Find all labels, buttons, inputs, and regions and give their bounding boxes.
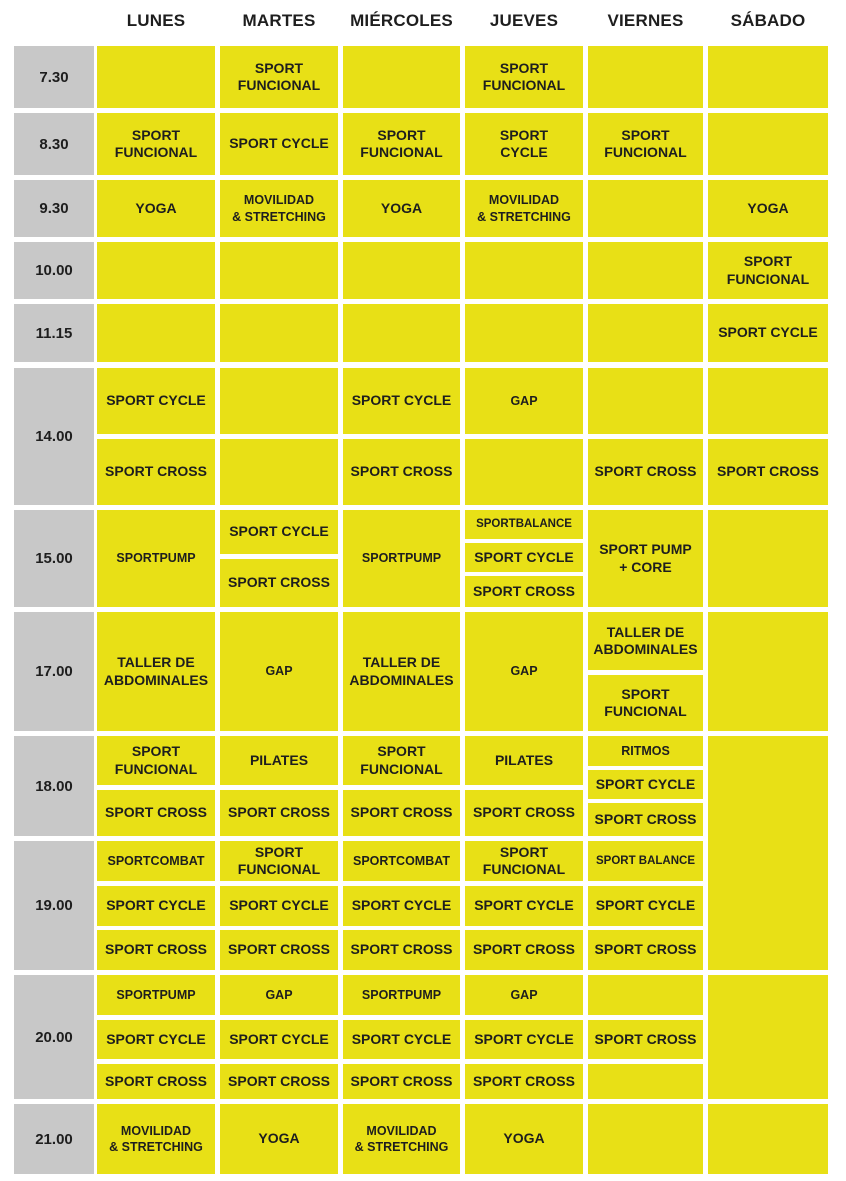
class-gap: GAP (220, 975, 338, 1015)
time-slot-label: 19.00 (14, 841, 94, 970)
class-sport-cycle: SPORT CYCLE (343, 368, 460, 434)
class-sport-funcional: SPORT FUNCIONAL (588, 675, 703, 731)
empty-slot (343, 304, 460, 362)
class-yoga: YOGA (465, 1104, 583, 1174)
time-slot-label: 8.30 (14, 113, 94, 175)
day-header-sabado: SÁBADO (730, 11, 806, 30)
day-header-martes: MARTES (242, 11, 316, 30)
class-yoga: YOGA (220, 1104, 338, 1174)
empty-slot (97, 242, 215, 299)
class-sport-funcional: SPORT FUNCIONAL (708, 242, 828, 299)
empty-slot (588, 304, 703, 362)
empty-slot (465, 439, 583, 505)
empty-slot (465, 242, 583, 299)
class-sport-cross: SPORT CROSS (220, 559, 338, 607)
class-gap: GAP (465, 368, 583, 434)
class-sport-cross: SPORT CROSS (97, 790, 215, 836)
class-sportpump: SPORTPUMP (97, 975, 215, 1015)
class-sport-funcional: SPORT FUNCIONAL (465, 841, 583, 881)
empty-slot (588, 975, 703, 1015)
class-sport-funcional: SPORT FUNCIONAL (220, 46, 338, 108)
empty-slot (708, 975, 828, 1099)
class-yoga: YOGA (343, 180, 460, 237)
class-sport-cross: SPORT CROSS (708, 439, 828, 505)
class-sport-cross: SPORT CROSS (97, 439, 215, 505)
class-sport-cross: SPORT CROSS (588, 930, 703, 970)
class-sport-cross: SPORT CROSS (465, 1064, 583, 1099)
time-slot-label: 11.15 (14, 304, 94, 362)
empty-slot (708, 1104, 828, 1174)
class-gap: GAP (220, 612, 338, 731)
class-taller-de-abdominales: TALLER DE ABDOMINALES (97, 612, 215, 731)
time-slot-label: 14.00 (14, 368, 94, 505)
empty-slot (97, 304, 215, 362)
empty-slot (220, 368, 338, 434)
class-sportcombat: SPORTCOMBAT (343, 841, 460, 881)
class-yoga: YOGA (708, 180, 828, 237)
time-slot-label: 9.30 (14, 180, 94, 237)
empty-slot (708, 368, 828, 434)
time-slot-label: 15.00 (14, 510, 94, 607)
class-sport-cross: SPORT CROSS (97, 1064, 215, 1099)
empty-slot (343, 242, 460, 299)
class-movilidad-stretching: MOVILIDAD & STRETCHING (220, 180, 338, 237)
class-sport-cross: SPORT CROSS (220, 1064, 338, 1099)
class-sport-funcional: SPORT FUNCIONAL (343, 113, 460, 175)
empty-slot (588, 368, 703, 434)
class-sport-cross: SPORT CROSS (588, 803, 703, 836)
empty-slot (588, 180, 703, 237)
class-sport-cycle: SPORT CYCLE (220, 510, 338, 554)
empty-slot (465, 304, 583, 362)
class-movilidad-stretching: MOVILIDAD & STRETCHING (97, 1104, 215, 1174)
class-sport-cycle: SPORT CYCLE (343, 886, 460, 926)
time-slot-label: 10.00 (14, 242, 94, 299)
class-sport-cross: SPORT CROSS (343, 930, 460, 970)
class-taller-de-abdominales: TALLER DE ABDOMINALES (588, 612, 703, 670)
class-sportcombat: SPORTCOMBAT (97, 841, 215, 881)
class-sport-cycle: SPORT CYCLE (465, 113, 583, 175)
class-sport-cycle: SPORT CYCLE (588, 886, 703, 926)
time-slot-label: 7.30 (14, 46, 94, 108)
day-header-miercoles: MIÉRCOLES (350, 11, 453, 30)
class-sport-cycle: SPORT CYCLE (97, 886, 215, 926)
class-sport-cross: SPORT CROSS (588, 1020, 703, 1059)
empty-slot (708, 612, 828, 731)
class-sport-cycle: SPORT CYCLE (465, 543, 583, 572)
class-sport-funcional: SPORT FUNCIONAL (465, 46, 583, 108)
empty-slot (588, 46, 703, 108)
empty-slot (588, 242, 703, 299)
empty-slot (708, 46, 828, 108)
class-sport-cycle: SPORT CYCLE (97, 368, 215, 434)
time-slot-label: 18.00 (14, 736, 94, 836)
class-gap: GAP (465, 612, 583, 731)
time-slot-label: 21.00 (14, 1104, 94, 1174)
class-gap: GAP (465, 975, 583, 1015)
class-sport-cross: SPORT CROSS (97, 930, 215, 970)
class-sportpump: SPORTPUMP (343, 510, 460, 607)
day-header-lunes: LUNES (126, 11, 186, 30)
empty-slot (708, 113, 828, 175)
class-sport-cross: SPORT CROSS (343, 439, 460, 505)
day-header-jueves: JUEVES (489, 11, 559, 30)
empty-slot (97, 46, 215, 108)
class-sport-cross: SPORT CROSS (220, 930, 338, 970)
class-taller-de-abdominales: TALLER DE ABDOMINALES (343, 612, 460, 731)
class-movilidad-stretching: MOVILIDAD & STRETCHING (343, 1104, 460, 1174)
class-sport-cycle: SPORT CYCLE (465, 1020, 583, 1059)
class-sport-cycle: SPORT CYCLE (220, 113, 338, 175)
day-header-viernes: VIERNES (607, 11, 684, 30)
class-sport-cross: SPORT CROSS (465, 790, 583, 836)
empty-slot (708, 510, 828, 607)
class-pilates: PILATES (465, 736, 583, 785)
class-sport-funcional: SPORT FUNCIONAL (220, 841, 338, 881)
empty-slot (708, 736, 828, 970)
class-sport-cycle: SPORT CYCLE (220, 886, 338, 926)
class-sport-funcional: SPORT FUNCIONAL (343, 736, 460, 785)
class-sport-cycle: SPORT CYCLE (708, 304, 828, 362)
class-sport-cross: SPORT CROSS (588, 439, 703, 505)
class-sport-cycle: SPORT CYCLE (588, 770, 703, 799)
class-sport-funcional: SPORT FUNCIONAL (588, 113, 703, 175)
class-ritmos: RITMOS (588, 736, 703, 766)
empty-slot (343, 46, 460, 108)
class-sport-cycle: SPORT CYCLE (220, 1020, 338, 1059)
class-sport-cross: SPORT CROSS (343, 1064, 460, 1099)
class-sportbalance: SPORTBALANCE (465, 510, 583, 539)
class-sport-funcional: SPORT FUNCIONAL (97, 736, 215, 785)
class-sport-cross: SPORT CROSS (465, 576, 583, 607)
empty-slot (588, 1104, 703, 1174)
class-sport-cycle: SPORT CYCLE (465, 886, 583, 926)
empty-slot (220, 304, 338, 362)
empty-slot (220, 439, 338, 505)
class-sportpump: SPORTPUMP (343, 975, 460, 1015)
class-sport-cycle: SPORT CYCLE (97, 1020, 215, 1059)
empty-slot (588, 1064, 703, 1099)
class-sportpump: SPORTPUMP (97, 510, 215, 607)
time-slot-label: 20.00 (14, 975, 94, 1099)
class-movilidad-stretching: MOVILIDAD & STRETCHING (465, 180, 583, 237)
class-sport-funcional: SPORT FUNCIONAL (97, 113, 215, 175)
class-sport-balance: SPORT BALANCE (588, 841, 703, 881)
class-sport-cross: SPORT CROSS (220, 790, 338, 836)
class-pilates: PILATES (220, 736, 338, 785)
class-sport-cycle: SPORT CYCLE (343, 1020, 460, 1059)
class-sport-cross: SPORT CROSS (465, 930, 583, 970)
time-slot-label: 17.00 (14, 612, 94, 731)
class-sport-cross: SPORT CROSS (343, 790, 460, 836)
empty-slot (220, 242, 338, 299)
class-yoga: YOGA (97, 180, 215, 237)
class-sport-pump-core: SPORT PUMP + CORE (588, 510, 703, 607)
